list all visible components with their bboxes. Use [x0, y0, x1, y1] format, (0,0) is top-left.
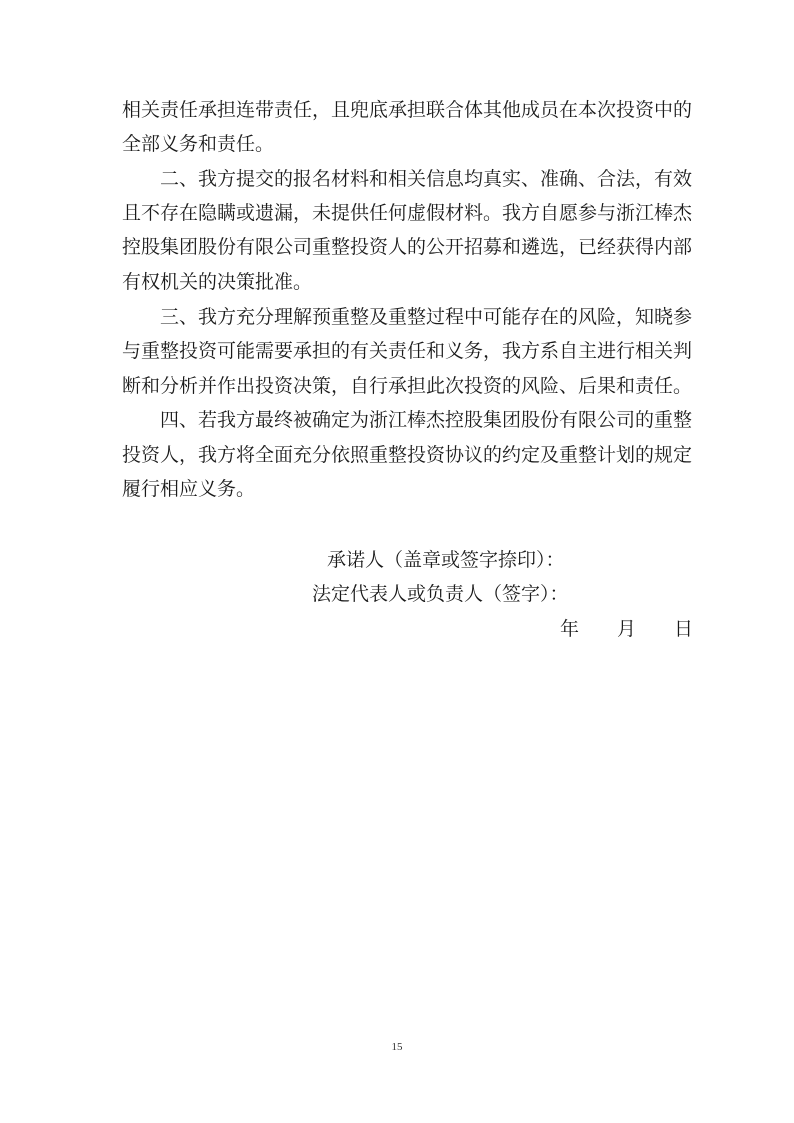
paragraph-1-line-1: 相关责任承担连带责任，且兜底承担联合体其他成员在本次投资中的 — [122, 99, 693, 121]
date-line: 年 月 日 — [560, 618, 694, 640]
paragraph-3-line-3: 断和分析并作出投资决策，自行承担此次投资的风险、后果和责任。 — [122, 375, 693, 397]
paragraph-4-line-1: 四、若我方最终被确定为浙江棒杰控股集团股份有限公司的重整 — [160, 409, 693, 431]
paragraph-4-line-2: 投资人，我方将全面充分依照重整投资协议的约定及重整计划的规定 — [122, 444, 693, 466]
paragraph-2-line-3: 控股集团股份有限公司重整投资人的公开招募和遴选，已经获得内部 — [122, 236, 693, 258]
promisor-signature-label: 承诺人（盖章或签字捺印）： — [327, 549, 565, 571]
paragraph-4-line-3: 履行相应义务。 — [122, 478, 256, 500]
paragraph-2-line-2: 且不存在隐瞒或遗漏，未提供任何虚假材料。我方自愿参与浙江棒杰 — [122, 202, 693, 224]
representative-signature-label: 法定代表人或负责人（签字）： — [312, 583, 569, 605]
paragraph-3-line-2: 与重整投资可能需要承担的有关责任和义务，我方系自主进行相关判 — [122, 340, 693, 362]
paragraph-2-line-1: 二、我方提交的报名材料和相关信息均真实、准确、合法，有效 — [160, 168, 693, 190]
paragraph-2-line-4: 有权机关的决策批准。 — [122, 271, 313, 293]
page-number: 15 — [391, 1041, 403, 1053]
paragraph-1-line-2: 全部义务和责任。 — [122, 133, 275, 155]
paragraph-3-line-1: 三、我方充分理解预重整及重整过程中可能存在的风险，知晓参 — [160, 306, 693, 328]
